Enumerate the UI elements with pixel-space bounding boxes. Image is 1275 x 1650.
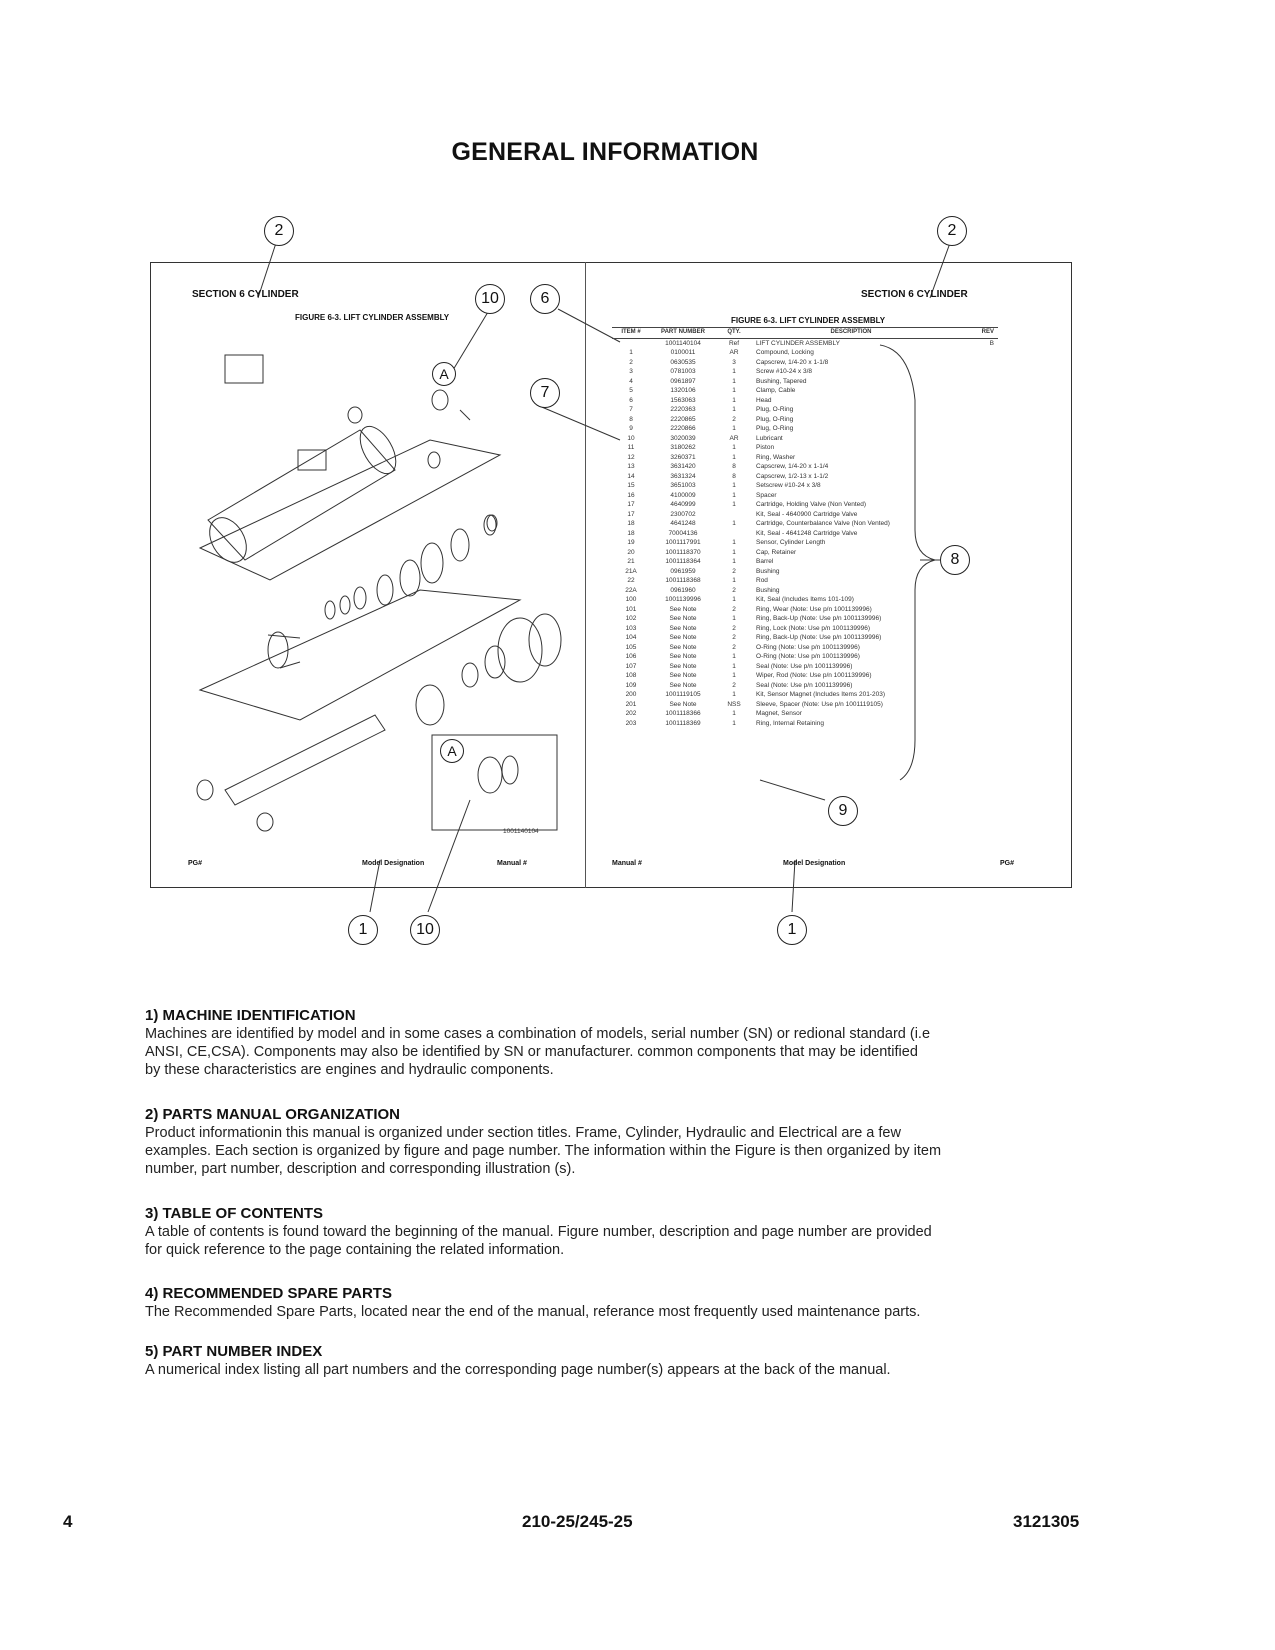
section-line: A table of contents is found toward the beginning of the manual. Figure number, description and page number are provided (145, 1224, 932, 1240)
cell-part-number: 2220866 (670, 425, 696, 432)
cell-revision (950, 719, 998, 729)
cell-item-number: 107 (625, 662, 637, 670)
parts-table-row (612, 338, 998, 348)
right-section-label: SECTION 6 CYLINDER (861, 289, 968, 300)
cell-revision (950, 367, 998, 377)
cell-item-number: 21A (625, 567, 637, 575)
cell-revision (950, 605, 998, 615)
cell-revision (950, 377, 998, 387)
section-line: for quick reference to the page containing the related information. (145, 1242, 565, 1258)
cell-description: Magnet, Sensor (756, 710, 802, 717)
parts-table-row (612, 633, 998, 643)
parts-table-row (612, 348, 998, 358)
section-heading: 4) RECOMMENDED SPARE PARTS (145, 1285, 392, 1302)
cell-revision (950, 633, 998, 643)
cell-description: Capscrew, 1/2-13 x 1-1/2 (756, 472, 829, 480)
parts-table-row (612, 643, 998, 653)
cell-part-number: 1001118364 (665, 558, 701, 565)
cell-description: Cap, Retainer (756, 548, 797, 556)
cell-quantity: 1 (732, 406, 736, 413)
cell-quantity: AR (729, 349, 739, 356)
cell-part-number: 1320106 (670, 387, 696, 394)
cell-item-number: 11 (627, 444, 635, 451)
parts-table-row (612, 576, 998, 586)
cell-quantity: 2 (732, 605, 736, 613)
cell-revision (950, 643, 998, 653)
section-heading: 3) TABLE OF CONTENTS (145, 1205, 324, 1222)
right-figure-title: FIGURE 6-3. LIFT CYLINDER ASSEMBLY (731, 316, 886, 325)
col-rev: REV (950, 328, 998, 339)
parts-table-row (612, 690, 998, 700)
cell-item-number: 17 (627, 501, 635, 508)
parts-table-row (612, 595, 998, 605)
cell-quantity: 1 (732, 719, 736, 727)
callout-7: 7 (530, 378, 560, 408)
cell-part-number: 0961959 (670, 567, 696, 575)
parts-table-row (612, 709, 998, 719)
cell-item-number: 9 (629, 425, 633, 432)
cell-revision (950, 614, 998, 624)
parts-table-row (612, 405, 998, 415)
cell-item-number: 105 (625, 643, 637, 651)
parts-table-row (612, 481, 998, 491)
cell-revision (950, 386, 998, 396)
parts-table-row (612, 462, 998, 472)
cell-quantity: 8 (732, 472, 736, 480)
cell-part-number: See Note (669, 615, 697, 622)
cell-description: Capscrew, 1/4-20 x 1-1/8 (756, 358, 829, 366)
cell-item-number: 10 (627, 434, 635, 442)
cell-description: Rod (756, 577, 768, 584)
cell-item-number: 22 (627, 577, 635, 584)
parts-table-row (612, 671, 998, 681)
cell-part-number: 4640999 (670, 501, 696, 508)
cell-item-number: 20 (627, 548, 635, 556)
cell-item-number: 1 (629, 349, 633, 356)
cell-quantity: 1 (732, 453, 736, 461)
section-recommended-spare-parts (145, 1285, 1045, 1321)
cell-part-number: See Note (669, 634, 697, 641)
cell-part-number: 3260371 (670, 453, 696, 461)
cell-item-number: 104 (625, 634, 637, 641)
cell-revision (950, 671, 998, 681)
cell-quantity: 2 (732, 567, 736, 575)
cell-revision (950, 690, 998, 700)
cell-quantity: 1 (732, 662, 736, 670)
cell-part-number: 4641248 (670, 520, 696, 527)
cell-quantity: 2 (732, 634, 736, 641)
parts-table-row (612, 424, 998, 434)
parts-table (612, 327, 998, 728)
left-footer-pg: PG# (188, 860, 203, 867)
cell-description: Lubricant (756, 434, 783, 442)
cell-part-number: See Note (669, 662, 697, 670)
cell-part-number: 3631324 (670, 472, 696, 480)
parts-table-row (612, 605, 998, 615)
parts-table-row (612, 719, 998, 729)
cell-part-number: See Note (669, 672, 697, 679)
cell-description: Bushing, Tapered (756, 377, 807, 385)
cell-quantity: 1 (732, 596, 736, 603)
section-part-number-index (145, 1343, 1045, 1379)
cell-part-number: 2220363 (670, 406, 696, 413)
cell-description: O-Ring (Note: Use p/n 1001139996) (756, 643, 860, 651)
left-section-label: SECTION 6 CYLINDER (192, 289, 299, 300)
section-heading: 1) MACHINE IDENTIFICATION (145, 1007, 356, 1024)
left-figure-title: FIGURE 6-3. LIFT CYLINDER ASSEMBLY (295, 313, 450, 322)
cell-item-number: 109 (625, 681, 637, 689)
parts-table-row (612, 358, 998, 368)
callout-1-left: 1 (348, 915, 378, 945)
cell-part-number: 1001118369 (665, 719, 701, 727)
right-footer-pg: PG# (1000, 860, 1015, 867)
cell-quantity: 1 (732, 615, 736, 622)
parts-table-row (612, 500, 998, 510)
cell-quantity: 1 (732, 425, 736, 432)
col-description: DESCRIPTION (752, 328, 950, 339)
cell-quantity: 1 (732, 491, 736, 499)
cell-revision (950, 462, 998, 472)
parts-table-row (612, 472, 998, 482)
cell-part-number: 70004136 (668, 529, 698, 537)
detail-a-callout: A (432, 362, 456, 386)
cell-description: Wiper, Rod (Note: Use p/n 1001139996) (756, 672, 872, 679)
cell-revision (950, 681, 998, 691)
cell-revision (950, 595, 998, 605)
parts-table-row (612, 614, 998, 624)
cell-part-number: 0961960 (670, 586, 696, 594)
cell-quantity: NSS (727, 700, 741, 708)
col-qty: QTY. (716, 328, 752, 339)
parts-table-header (612, 328, 998, 339)
section-line: examples. Each section is organized by figure and page number. The information within the Figure is then organized by item (145, 1143, 942, 1159)
cell-description: Clamp, Cable (756, 387, 796, 394)
cell-description: Barrel (756, 558, 774, 565)
right-footer-manual: Manual # (612, 860, 642, 867)
cell-description: Bushing (756, 586, 780, 594)
cell-revision (950, 586, 998, 596)
cell-part-number: 1001119105 (665, 691, 701, 698)
cell-quantity: 8 (732, 463, 736, 470)
cell-part-number: 0961897 (670, 377, 696, 385)
cell-description: Screw #10-24 x 3/8 (756, 368, 813, 375)
cell-quantity (716, 510, 752, 520)
parts-table-row (612, 396, 998, 406)
section-line: The Recommended Spare Parts, located near the end of the manual, referance most frequently used maintenance parts. (145, 1304, 921, 1320)
cell-item-number: 18 (627, 520, 635, 527)
page-title: GENERAL INFORMATION (451, 138, 759, 166)
left-footer-manual: Manual # (497, 860, 527, 867)
cell-description: Spacer (756, 491, 777, 499)
cell-description: Head (756, 396, 772, 404)
cell-item-number: 202 (625, 710, 637, 717)
parts-table-row (612, 529, 998, 539)
cell-quantity: 2 (732, 624, 736, 632)
section-parts-manual-organization (145, 1106, 1045, 1178)
cell-quantity: 2 (732, 681, 736, 689)
cell-quantity: 3 (732, 358, 736, 366)
cell-description: Bushing (756, 567, 780, 575)
section-machine-identification (145, 1007, 1045, 1079)
cell-revision (950, 576, 998, 586)
cell-part-number: 3631420 (670, 463, 696, 470)
parts-table-row (612, 519, 998, 529)
cell-revision (950, 510, 998, 520)
cell-quantity: 2 (732, 415, 736, 423)
cell-item-number: 102 (625, 615, 637, 622)
cell-revision (950, 652, 998, 662)
cell-quantity: 1 (732, 387, 736, 394)
cell-description: Cartridge, Counterbalance Valve (Non Vented) (756, 520, 890, 527)
section-heading: 2) PARTS MANUAL ORGANIZATION (145, 1106, 400, 1123)
section-line: A numerical index listing all part numbers and the corresponding page number(s) appears at the back of the manual. (145, 1362, 891, 1378)
cell-part-number: 1001117991 (665, 539, 701, 546)
cell-description: Sensor, Cylinder Length (756, 539, 826, 546)
cell-item-number: 106 (625, 653, 637, 660)
cell-quantity: 1 (732, 482, 736, 489)
cell-description: Ring, Lock (Note: Use p/n 1001139996) (756, 624, 871, 632)
cell-quantity: 1 (732, 710, 736, 717)
callout-10-bottom: 10 (410, 915, 440, 945)
cell-quantity: 1 (732, 672, 736, 679)
parts-table-row (612, 662, 998, 672)
cell-quantity: 1 (732, 501, 736, 508)
cell-revision (950, 405, 998, 415)
parts-table-body (612, 338, 998, 728)
cell-quantity: 2 (732, 643, 736, 651)
section-line: by these characteristics are engines and hydraulic components. (145, 1062, 554, 1078)
cell-part-number: 1001118368 (665, 577, 701, 584)
cell-revision (950, 443, 998, 453)
cell-part-number: 3020039 (670, 434, 696, 442)
cell-description: Cartridge, Holding Valve (Non Vented) (756, 501, 867, 508)
cell-quantity: 1 (732, 444, 736, 451)
section-heading: 5) PART NUMBER INDEX (145, 1343, 323, 1360)
cell-description: Ring, Wear (Note: Use p/n 1001139996) (756, 605, 872, 613)
cell-description: Kit, Seal - 4640900 Cartridge Valve (756, 510, 858, 518)
cell-part-number: 4100009 (670, 491, 696, 499)
cell-item-number: 203 (625, 719, 637, 727)
cell-revision (950, 415, 998, 425)
section-line: number, part number, description and corresponding illustration (s). (145, 1161, 576, 1177)
parts-table-row (612, 367, 998, 377)
cell-revision (950, 481, 998, 491)
cell-description: Seal (Note: Use p/n 1001139996) (756, 681, 853, 689)
parts-table-row (612, 415, 998, 425)
callout-9: 9 (828, 796, 858, 826)
cell-item-number: 4 (629, 377, 633, 385)
cell-revision (950, 662, 998, 672)
parts-table-row (612, 700, 998, 710)
cell-quantity: 1 (732, 691, 736, 698)
cell-part-number: 0781003 (670, 368, 696, 375)
cell-quantity: AR (729, 434, 739, 442)
cell-part-number: 0630535 (670, 358, 696, 366)
col-item: ITEM # (612, 328, 650, 339)
cell-revision (950, 624, 998, 634)
cell-revision (950, 491, 998, 501)
parts-table-row (612, 453, 998, 463)
cell-revision (950, 434, 998, 444)
detail-a-callout-2: A (440, 739, 464, 763)
parts-table-row (612, 443, 998, 453)
callout-2-left: 2 (264, 216, 294, 246)
cell-item-number: 101 (625, 605, 637, 613)
callout-6: 6 (530, 284, 560, 314)
cell-part-number: 1563063 (670, 396, 696, 404)
cell-revision (950, 424, 998, 434)
drawing-number: 1001140104 (503, 828, 539, 835)
cell-part-number: See Note (669, 624, 697, 632)
cell-item-number: 16 (627, 491, 635, 499)
callout-10-top: 10 (475, 284, 505, 314)
cell-description: Setscrew #10-24 x 3/8 (756, 482, 821, 489)
cell-part-number: 3180262 (670, 444, 696, 451)
cell-item-number: 200 (625, 691, 637, 698)
right-footer-model: Model Designation (783, 860, 846, 867)
footer-page-number: 4 (63, 1512, 73, 1531)
cell-item-number: 6 (629, 396, 633, 404)
cell-description: Compound, Locking (756, 349, 814, 356)
cell-quantity: 1 (732, 558, 736, 565)
cell-part-number: See Note (669, 681, 697, 689)
footer-manual-number: 3121305 (1013, 1512, 1080, 1531)
cell-item-number: 12 (627, 453, 635, 461)
cell-item-number: 19 (627, 539, 635, 546)
cell-revision: B (989, 339, 994, 347)
cell-description: Kit, Sensor Magnet (Includes Items 201-203) (756, 691, 885, 698)
cell-quantity: 1 (732, 377, 736, 385)
cell-revision (950, 519, 998, 529)
cell-quantity: 1 (732, 577, 736, 584)
cell-revision (950, 500, 998, 510)
cell-description: O-Ring (Note: Use p/n 1001139996) (756, 653, 860, 660)
cell-quantity: 1 (732, 368, 736, 375)
cell-part-number: 1001140104 (665, 339, 701, 347)
cell-part-number: See Note (669, 653, 697, 660)
parts-table-row (612, 377, 998, 387)
parts-table-row (612, 567, 998, 577)
cell-part-number: 2300702 (670, 510, 696, 518)
cell-revision (950, 396, 998, 406)
cell-item-number: 3 (629, 368, 633, 375)
section-line: Machines are identified by model and in some cases a combination of models, serial number (SN) or redional standard (i.e (145, 1026, 931, 1042)
footer-model: 210-25/245-25 (522, 1512, 633, 1531)
cell-part-number: 1001139996 (665, 596, 701, 603)
cell-revision (950, 348, 998, 358)
cell-description: Sleeve, Spacer (Note: Use p/n 1001119105) (756, 700, 883, 708)
cell-item-number: 22A (625, 586, 637, 594)
cell-part-number: See Note (669, 643, 697, 651)
section-line: Product informationin this manual is organized under section titles. Frame, Cylinder, Hydraulic and Electrical are a few (145, 1125, 901, 1141)
cell-quantity: 1 (732, 396, 736, 404)
cell-item-number: 100 (625, 596, 637, 603)
cell-revision (950, 472, 998, 482)
cell-quantity: 1 (732, 653, 736, 660)
cell-quantity (716, 529, 752, 539)
parts-table-row (612, 386, 998, 396)
cell-quantity: 1 (732, 548, 736, 556)
cell-item-number: 201 (625, 700, 637, 708)
cell-part-number: 2220865 (670, 415, 696, 423)
cell-description: Plug, O-Ring (756, 406, 794, 413)
cell-revision (950, 358, 998, 368)
cell-quantity: 2 (732, 586, 736, 594)
cell-description: Ring, Back-Up (Note: Use p/n 1001139996) (756, 634, 882, 641)
parts-table-row (612, 586, 998, 596)
cell-part-number: 3651003 (670, 482, 696, 489)
cell-description: Ring, Internal Retaining (756, 719, 824, 727)
cell-item-number: 15 (627, 482, 635, 489)
cell-description: Capscrew, 1/4-20 x 1-1/4 (756, 463, 829, 470)
parts-table-row (612, 681, 998, 691)
cell-description: Ring, Washer (756, 453, 796, 461)
callout-2-right: 2 (937, 216, 967, 246)
cell-description: Seal (Note: Use p/n 1001139996) (756, 662, 853, 670)
parts-table-row (612, 652, 998, 662)
cell-item-number: 7 (629, 406, 633, 413)
col-part-number: PART NUMBER (650, 328, 716, 339)
section-line: ANSI, CE,CSA). Components may also be identified by SN or manufacturer. common components that may be identified (145, 1044, 918, 1060)
cell-item-number: 18 (627, 529, 635, 537)
left-footer-model: Model Designation (362, 860, 425, 867)
cell-part-number: 0100011 (670, 349, 696, 356)
cell-description: LIFT CYLINDER ASSEMBLY (756, 339, 840, 347)
cell-quantity: Ref (728, 339, 740, 347)
cell-item-number: 14 (627, 472, 635, 480)
cell-revision (950, 709, 998, 719)
cell-description: Ring, Back-Up (Note: Use p/n 1001139996) (756, 615, 882, 622)
parts-table-row (612, 434, 998, 444)
cell-description: Kit, Seal (Includes Items 101-109) (756, 596, 854, 603)
cell-revision (950, 529, 998, 539)
cell-item-number: 108 (625, 672, 637, 679)
cell-part-number: 1001118370 (665, 548, 701, 556)
cell-item-number: 103 (625, 624, 637, 632)
parts-table-row (612, 538, 998, 548)
callout-8: 8 (940, 545, 970, 575)
cell-revision (950, 700, 998, 710)
cell-part-number: See Note (669, 700, 697, 708)
cell-item-number: 21 (627, 558, 635, 565)
cell-item-number: 13 (627, 463, 635, 470)
cell-item-number: 5 (629, 387, 633, 394)
cell-description: Piston (756, 444, 775, 451)
cell-quantity: 1 (732, 539, 736, 546)
cell-description: Plug, O-Ring (756, 415, 794, 423)
cell-quantity: 1 (732, 520, 736, 527)
cell-description: Kit, Seal - 4641248 Cartridge Valve (756, 529, 858, 537)
section-table-of-contents (145, 1205, 1045, 1259)
parts-table-row (612, 491, 998, 501)
parts-table-row (612, 624, 998, 634)
cell-item-number: 17 (627, 510, 635, 518)
cell-part-number: 1001118366 (665, 710, 701, 717)
cell-part-number: See Note (669, 605, 697, 613)
cell-item-number (612, 338, 650, 348)
parts-table-row (612, 510, 998, 520)
cell-description: Plug, O-Ring (756, 425, 794, 432)
cell-item-number: 2 (629, 358, 633, 366)
callout-1-right: 1 (777, 915, 807, 945)
cell-revision (950, 453, 998, 463)
cell-item-number: 8 (629, 415, 633, 423)
